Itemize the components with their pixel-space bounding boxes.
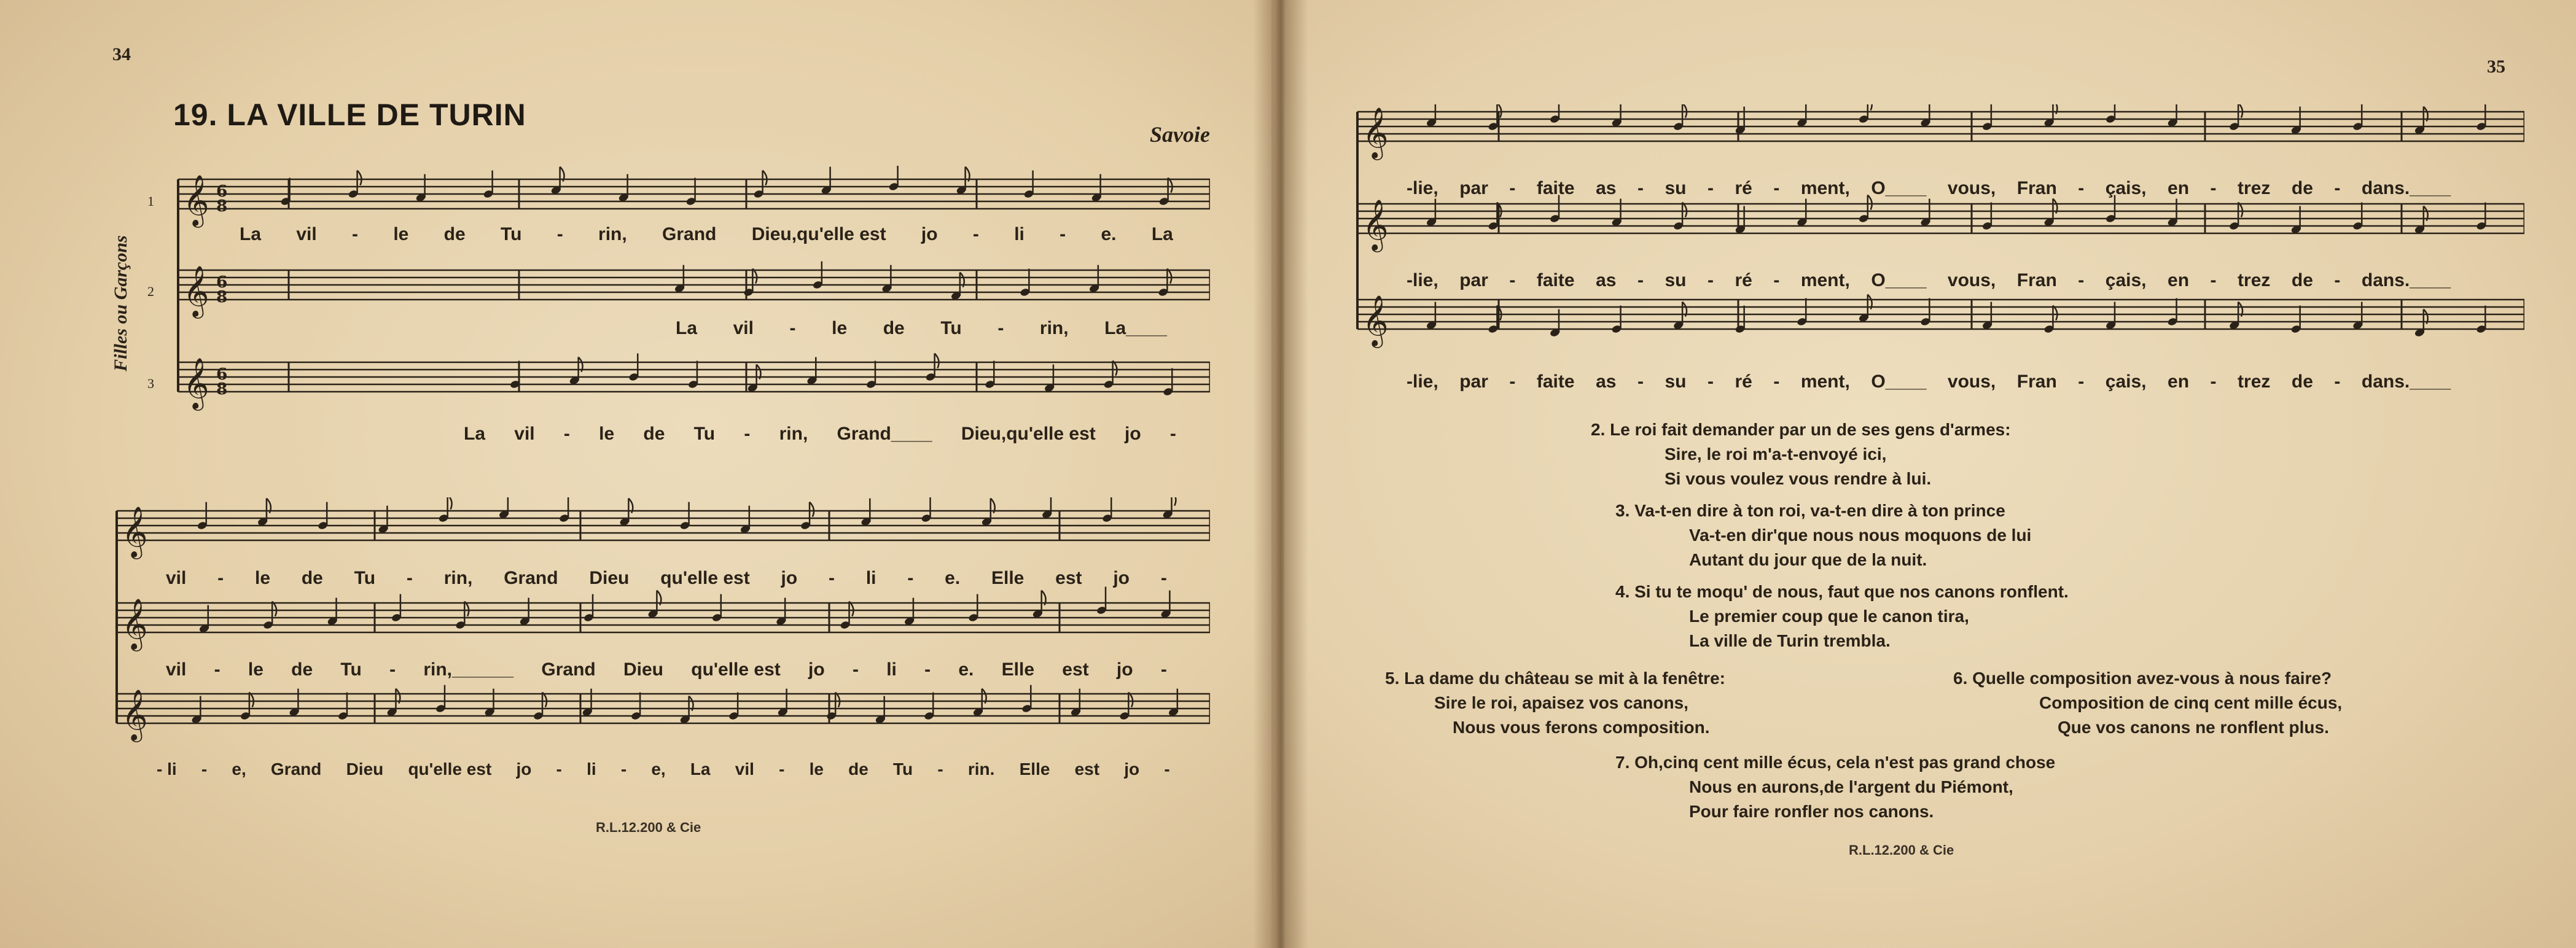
lyric: - [1060,224,1066,244]
lyric: Dieu,qu'elle est [751,224,886,244]
system3-lyrics-voice2 [1407,270,2451,291]
time-signature: 8 [216,287,228,306]
lyric: dans.____ [2361,270,2451,290]
lyric: La____ [1104,318,1167,338]
system3-lyrics-voice3 [1407,371,2451,392]
lyric: - [1707,270,1714,290]
lyric: jo [1113,568,1130,588]
lyric: faite [1536,270,1575,290]
lyric: de [848,760,868,779]
system2-lyrics-voice3 [157,760,1170,779]
lyric: as [1596,371,1617,392]
lyric: Dieu,qu'elle est [961,424,1096,444]
lyric: Tu [940,318,962,338]
lyric: - [907,568,914,588]
lyric: - [217,568,224,588]
lyric: dans.____ [2361,371,2451,392]
voice-number-1: 1 [147,193,154,209]
lyric: O____ [1871,371,1927,392]
lyric: de [2291,178,2313,198]
lyric: jo [808,659,825,680]
verse-2 [1591,418,2011,491]
lyric: su [1665,270,1687,290]
voice-number-3: 3 [147,376,154,391]
treble-clef-icon: 𝄞 [122,688,148,740]
lyric: - [406,568,413,588]
lyric: - [2210,371,2217,392]
lyric: - [1773,371,1780,392]
lyric: en [2168,270,2190,290]
lyric: - [1169,424,1176,444]
system2-lyrics-voice2 [166,659,1167,680]
verse-line: 7. Oh,cinq cent mille écus, cela n'est pas grand chose [1615,753,2056,772]
lyric: e, [651,760,666,779]
lyric: vil [735,760,754,779]
lyric: Elle [991,568,1025,588]
verse-line: 5. La dame du château se mit à la fenêtre: [1385,669,1725,688]
lyric: - [1637,270,1644,290]
song-region: Savoie [1150,122,1210,147]
lyric: - [744,424,751,444]
lyric: rin. [967,760,995,779]
lyric: li [886,659,897,680]
lyric: par [1459,270,1488,290]
lyric: est [1055,568,1082,588]
verse-line: 6. Quelle composition avez-vous à nous faire? [1953,669,2332,688]
lyric: - [1707,178,1714,198]
treble-clef-icon: 𝄞 [122,597,148,649]
lyric: vil [166,659,187,680]
verse-3 [1615,499,2031,572]
time-signature: 6 [216,273,228,292]
lyric: vil [296,224,317,244]
lyric: par [1459,178,1488,198]
verse-7 [1615,750,2055,824]
lyric: rin, [779,424,808,444]
lyric: vil [514,424,535,444]
lyric: le [254,568,271,588]
time-signature: 6 [216,365,228,384]
lyric: - [789,318,796,338]
verse-line: Pour faire ronfler nos canons. [1689,802,1934,821]
lyric: La [690,760,711,779]
time-signature: 8 [216,379,228,398]
lyric: jo [1124,760,1140,779]
lyric: çais, [2105,178,2147,198]
lyric: qu'elle est [691,659,781,680]
treble-clef-icon: 𝄞 [183,265,209,316]
lyric: li [587,760,596,779]
lyric: - [1509,178,1516,198]
lyric: jo [1125,424,1141,444]
lyric: - [556,224,563,244]
verse-line: Va-t-en dir'que nous nous moquons de lui [1689,526,2032,545]
verse-line: La ville de Turin trembla. [1689,631,1891,650]
system2-score [104,497,1210,780]
voice-number-2: 2 [147,284,154,299]
lyric: - [2334,371,2341,392]
lyric: li [865,568,876,588]
lyric: le [809,760,824,779]
lyric: de [301,568,323,588]
lyric: - [2334,270,2341,290]
lyric: de [883,318,905,338]
lyric: - [352,224,358,244]
lyric: - [972,224,979,244]
book-gutter [1253,0,1308,948]
lyric: est [1062,659,1089,680]
system1-lyrics-voice1 [240,224,1173,245]
lyric: su [1665,178,1687,198]
lyric: rin, [598,224,627,244]
lyric: en [2168,371,2190,392]
lyric: en [2168,178,2190,198]
lyric: -lie, [1407,371,1438,392]
lyric: - [563,424,570,444]
lyric: - [389,659,396,680]
lyric: - [779,760,785,779]
lyric: - [937,760,943,779]
lyric: qu'elle est [408,760,492,779]
verse-5 [1385,666,1725,740]
lyric: jo [781,568,798,588]
treble-clef-icon: 𝄞 [122,505,148,557]
lyric: -lie, [1407,178,1438,198]
verse-line: Autant du jour que de la nuit. [1689,550,1927,569]
lyric: vous, [1947,371,1996,392]
lyric: O____ [1871,270,1927,290]
verse-line: 3. Va-t-en dire à ton roi, va-t-en dire à ton prince [1615,501,2005,520]
lyric: vil [166,568,187,588]
lyric: par [1459,371,1488,392]
lyric: Fran [2016,371,2057,392]
lyric: çais, [2105,270,2147,290]
lyric: e, [232,760,246,779]
lyric: - [1509,371,1516,392]
treble-clef-icon: 𝄞 [1362,106,1389,158]
lyric: vous, [1947,270,1996,290]
lyric: de [291,659,313,680]
lyric: le [248,659,263,680]
verse-line: Sire le roi, apaisez vos canons, [1434,693,1688,712]
lyric: La [240,224,262,244]
lyric: Dieu [346,760,384,779]
lyric: O____ [1871,178,1927,198]
system3-lyrics-voice1 [1407,178,2451,199]
lyric: qu'elle est [660,568,750,588]
page-number-left: 34 [112,44,131,64]
lyric: jo [516,760,532,779]
lyric: le [832,318,848,338]
lyric: La [676,318,698,338]
lyric: de [443,224,466,244]
system3-score [1345,104,2524,387]
lyric: Grand [662,224,717,244]
lyric: - [2078,178,2085,198]
lyric: - [201,760,208,779]
left-page [0,0,1271,948]
lyric: - [620,760,627,779]
verse-line: Sire, le roi m'a-t-envoyé ici, [1665,445,1887,464]
lyric: Fran [2016,178,2057,198]
right-page [1284,0,2576,948]
lyric: - [2210,178,2217,198]
verse-line: Nous vous ferons composition. [1453,718,1710,737]
lyric: e. [958,659,974,680]
lyric: trez [2238,270,2271,290]
lyric: Tu [893,760,913,779]
lyric: - [829,568,835,588]
lyric: -lie, [1407,270,1438,290]
lyric: ment, [1800,178,1850,198]
lyric: - [2078,371,2085,392]
lyric: - [997,318,1004,338]
system1-score [154,166,1210,411]
lyric: Grand [270,760,322,779]
lyric: rin,______ [423,659,514,680]
verse-line: Le premier coup que le canon tira, [1689,607,1969,626]
lyric: ment, [1800,371,1850,392]
lyric: Dieu [589,568,630,588]
lyric: vous, [1947,178,1996,198]
lyric: li [1014,224,1025,244]
lyric: de [643,424,665,444]
lyric: - [2334,178,2341,198]
lyric: su [1665,371,1687,392]
system2-lyrics-voice1 [166,568,1167,589]
publisher-footer-right: R.L.12.200 & Cie [1849,842,1954,858]
lyric: as [1596,270,1617,290]
lyric: jo [921,224,938,244]
lyric: e. [945,568,961,588]
lyric: Tu [354,568,376,588]
lyric: rin, [1039,318,1069,338]
lyric: - [1164,760,1170,779]
time-signature: 6 [216,182,228,201]
lyric: - [852,659,859,680]
lyric: vil [733,318,754,338]
treble-clef-icon: 𝄞 [1362,294,1389,346]
lyric: - [1637,178,1644,198]
lyric: - [556,760,562,779]
lyric: jo [1116,659,1133,680]
lyric: de [2291,371,2313,392]
time-signature: 8 [216,196,228,216]
treble-clef-icon: 𝄞 [183,357,209,408]
verse-line: Si vous voulez vous rendre à lui. [1665,469,1932,488]
verse-line: Nous en aurons,de l'argent du Piémont, [1689,777,2013,796]
lyric: - [1707,371,1714,392]
lyric: trez [2238,371,2271,392]
lyric: rin, [443,568,473,588]
lyric: - [924,659,931,680]
lyric: Tu [693,424,716,444]
lyric: e. [1101,224,1117,244]
lyric: - [2078,270,2085,290]
verse-line: 4. Si tu te moqu' de nous, faut que nos canons ronflent. [1615,582,2069,601]
lyric: Elle [1001,659,1035,680]
lyric: as [1596,178,1617,198]
verse-line: Que vos canons ne ronflent plus. [2058,718,2329,737]
lyric: - li [157,760,177,779]
lyric: Elle [1019,760,1050,779]
page-number-right: 35 [2487,56,2505,77]
lyric: ment, [1800,270,1850,290]
system1-lyrics-voice2 [676,318,1167,339]
lyric: trez [2238,178,2271,198]
lyric: Grand [541,659,596,680]
verse-6 [1953,666,2342,740]
lyric: La [464,424,486,444]
lyric: La [1151,224,1173,244]
lyric: le [393,224,409,244]
lyric: Fran [2016,270,2057,290]
verse-line: 2. Le roi fait demander par un de ses gens d'armes: [1591,420,2011,439]
lyric: - [1773,270,1780,290]
lyric: dans.____ [2361,178,2451,198]
treble-clef-icon: 𝄞 [1362,198,1389,250]
lyric: - [2210,270,2217,290]
treble-clef-icon: 𝄞 [183,174,209,225]
verse-4 [1615,580,2069,653]
lyric: Tu [340,659,362,680]
lyric: de [2291,270,2313,290]
lyric: - [1773,178,1780,198]
lyric: Grand [504,568,558,588]
lyric: Tu [500,224,522,244]
verse-line: Composition de cinq cent mille écus, [2039,693,2343,712]
lyric: Dieu [623,659,663,680]
lyric: Grand____ [837,424,932,444]
lyric: - [214,659,221,680]
lyric: - [1160,659,1167,680]
lyric: le [599,424,615,444]
publisher-footer-left: R.L.12.200 & Cie [596,820,701,835]
song-title: 19. LA VILLE DE TURIN [173,98,526,132]
lyric: ré [1735,270,1752,290]
voices-label: Filles ou Garçons [111,235,131,371]
lyric: ré [1735,178,1752,198]
lyric: est [1074,760,1100,779]
lyric: çais, [2105,371,2147,392]
system1-lyrics-voice3 [464,424,1176,445]
lyric: faite [1536,178,1575,198]
lyric: - [1160,568,1167,588]
lyric: - [1509,270,1516,290]
lyric: faite [1536,371,1575,392]
lyric: ré [1735,371,1752,392]
lyric: - [1637,371,1644,392]
